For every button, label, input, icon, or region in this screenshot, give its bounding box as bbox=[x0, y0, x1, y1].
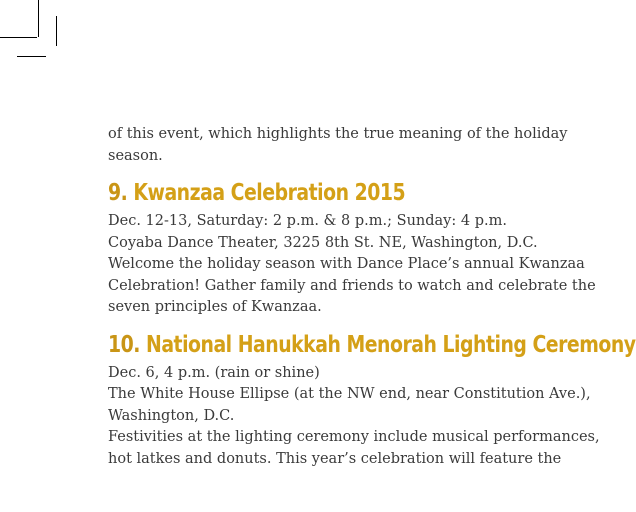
event-description-line: Welcome the holiday season with Dance Place’s annual Kwanzaa bbox=[108, 256, 585, 272]
event-details bbox=[108, 211, 596, 319]
event-description-line: Festivities at the lighting ceremony include musical performances, bbox=[108, 429, 600, 445]
event-section-hanukkah bbox=[108, 330, 636, 471]
event-date-line: Dec. 6, 4 p.m. (rain or shine) bbox=[108, 364, 320, 381]
event-title: Kwanzaa Celebration 2015 bbox=[133, 180, 406, 206]
event-heading bbox=[108, 330, 636, 360]
event-number: 10. bbox=[108, 331, 140, 358]
event-venue-line: Coyaba Dance Theater, 3225 8th St. NE, Washington, D.C. bbox=[108, 234, 538, 251]
event-venue-line: Washington, D.C. bbox=[108, 407, 235, 424]
body-line: season. bbox=[108, 147, 163, 164]
intro-paragraph bbox=[108, 124, 568, 167]
body-line: of this event, which highlights the true meaning of the holiday bbox=[108, 126, 568, 142]
event-title: National Hanukkah Menorah Lighting Ceremony bbox=[146, 331, 636, 358]
article-body bbox=[108, 124, 636, 470]
event-venue-line: The White House Ellipse (at the NW end, near Constitution Ave.), bbox=[108, 386, 591, 402]
event-number: 9. bbox=[108, 180, 128, 206]
event-description-line: seven principles of Kwanzaa. bbox=[108, 299, 322, 315]
event-section-kwanzaa bbox=[108, 178, 596, 319]
event-details bbox=[108, 363, 600, 471]
crop-mark-vertical-inner bbox=[56, 16, 57, 46]
event-heading bbox=[108, 178, 439, 208]
crop-mark-horizontal-outer bbox=[0, 37, 37, 38]
crop-mark-horizontal-inner bbox=[17, 56, 46, 57]
event-date-line: Dec. 12-13, Saturday: 2 p.m. & 8 p.m.; Sunday: 4 p.m. bbox=[108, 213, 507, 229]
event-description-line: hot latkes and donuts. This year’s celebration will feature the bbox=[108, 450, 562, 467]
event-description-line: Celebration! Gather family and friends to watch and celebrate the bbox=[108, 277, 596, 294]
crop-mark-vertical-outer bbox=[38, 0, 39, 37]
